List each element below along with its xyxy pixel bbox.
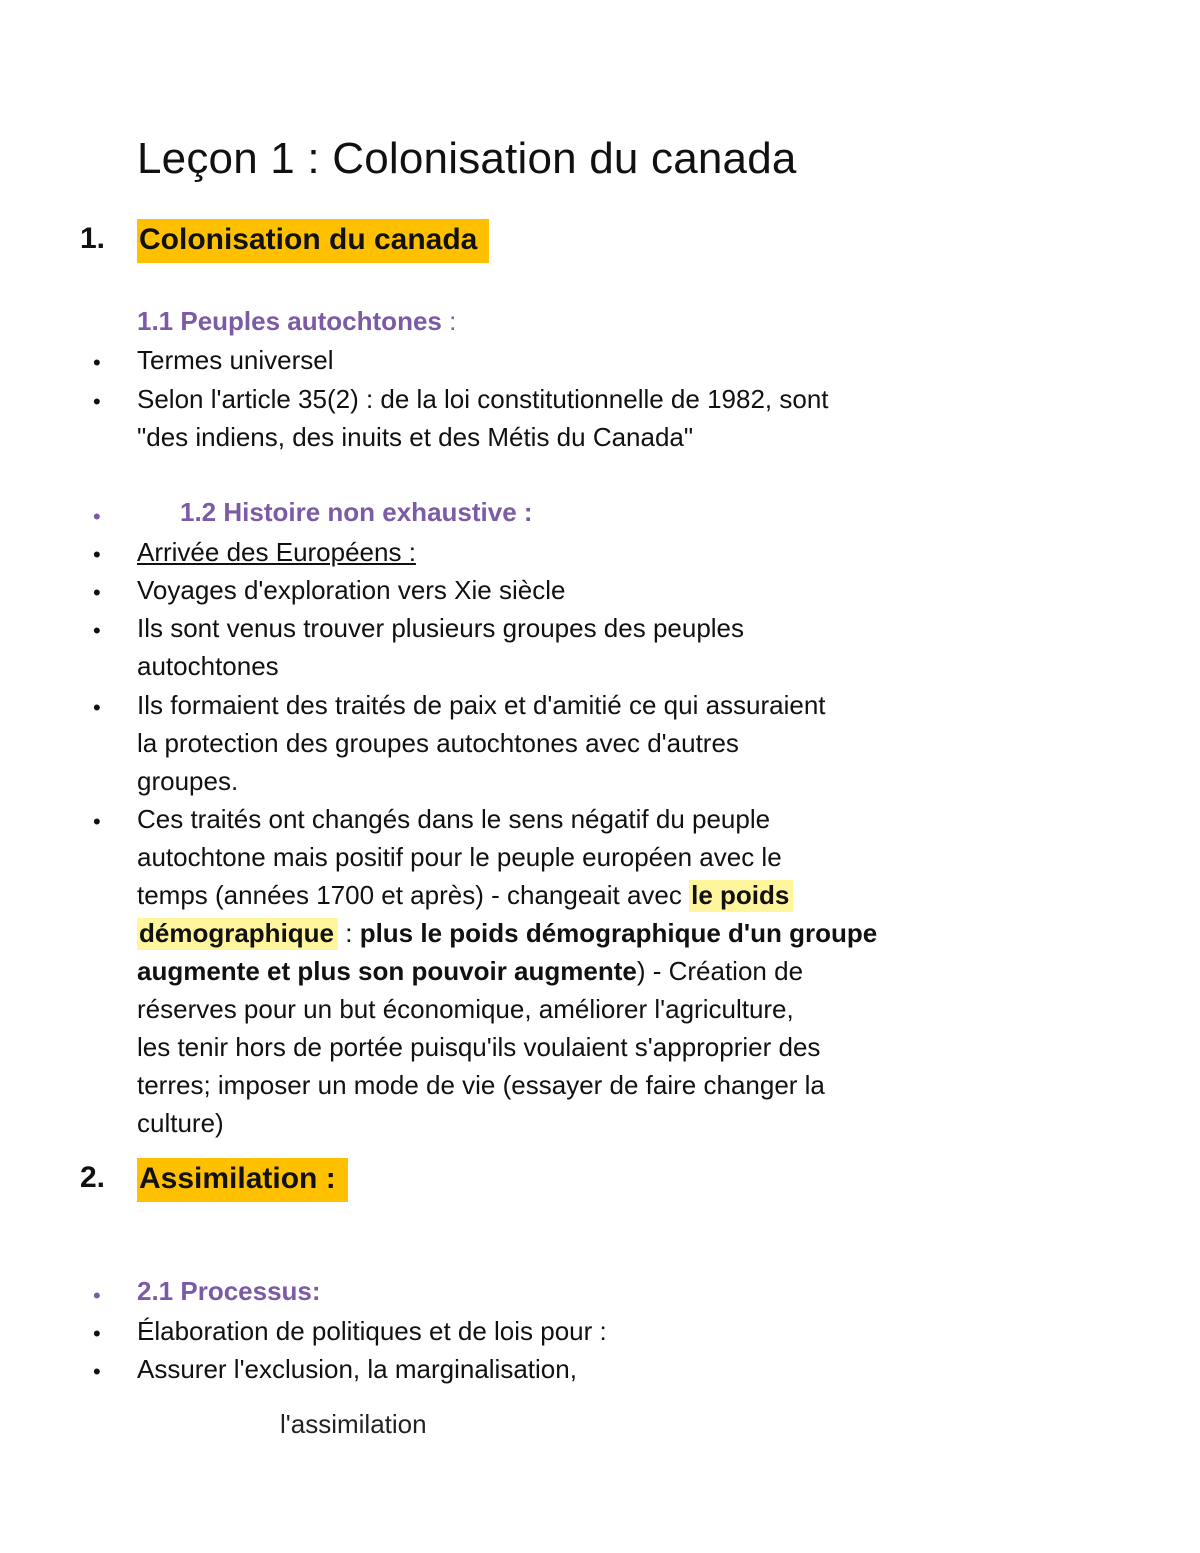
bullet-icon: •	[93, 580, 101, 605]
list-item-continuation	[137, 876, 793, 914]
list-item: Voyages d'exploration vers Xie siècle	[137, 575, 566, 605]
list-item-continuation: groupes.	[137, 766, 239, 796]
subsection-1-2-heading: 1.2 Histoire non exhaustive :	[180, 497, 533, 527]
section-1-heading: Colonisation du canada	[137, 219, 489, 263]
subsection-1-1-suffix: :	[441, 306, 457, 336]
list-item-continuation: autochtones	[137, 651, 279, 681]
list-item: Termes universel	[137, 345, 334, 375]
bullet-icon: •	[93, 504, 101, 529]
list-item: Ils sont venus trouver plusieurs groupes des peuples	[137, 613, 745, 643]
list-item-continuation: culture)	[137, 1108, 224, 1138]
highlighted-term: démographique	[137, 918, 338, 950]
subsection-1-1-label: 1.1 Peuples autochtones	[137, 306, 442, 336]
subsection-2-1-heading: 2.1 Processus:	[137, 1276, 321, 1306]
list-item-continuation: la protection des groupes autochtones avec d'autres	[137, 728, 739, 758]
section-2-number: 2.	[80, 1161, 106, 1194]
list-item: Ils formaient des traités de paix et d'amitié ce qui assuraient	[137, 690, 826, 720]
list-item-continuation	[137, 952, 803, 990]
bullet-icon: •	[93, 350, 101, 375]
text-run: temps (années 1700 et après) - changeait avec	[137, 880, 690, 910]
list-item-continuation: réserves pour un but économique, améliorer l'agriculture,	[137, 994, 794, 1024]
text-run: ) - Création de	[636, 956, 804, 986]
list-item-continuation: "des indiens, des inuits et des Métis du Canada"	[137, 422, 694, 452]
list-item-continuation	[137, 914, 877, 952]
truncated-text	[280, 1409, 520, 1441]
bullet-icon: •	[93, 695, 101, 720]
list-item-continuation: les tenir hors de portée puisqu'ils voulaient s'approprier des	[137, 1032, 821, 1062]
bullet-icon: •	[93, 1283, 101, 1308]
section-1-number: 1.	[80, 222, 106, 255]
bullet-icon: •	[93, 809, 101, 834]
list-item: Arrivée des Européens :	[137, 537, 416, 567]
list-item: Assurer l'exclusion, la marginalisation,	[137, 1354, 577, 1384]
list-item-continuation: autochtone mais positif pour le peuple européen avec le	[137, 842, 782, 872]
list-item: Élaboration de politiques et de lois pour :	[137, 1316, 607, 1346]
bullet-icon: •	[93, 1359, 101, 1384]
bullet-icon: •	[93, 1321, 101, 1346]
list-item: Ces traités ont changés dans le sens négatif du peuple	[137, 804, 771, 834]
bullet-icon: •	[93, 389, 101, 414]
list-item-continuation: terres; imposer un mode de vie (essayer de faire changer la	[137, 1070, 825, 1100]
highlighted-term: le poids	[689, 880, 793, 912]
truncated-text-inner: l'assimilation	[280, 1409, 427, 1439]
bold-text: augmente et plus son pouvoir augmente	[137, 956, 637, 986]
bold-text: plus le poids démographique d'un groupe	[359, 918, 878, 948]
bullet-icon: •	[93, 542, 101, 567]
list-item: Selon l'article 35(2) : de la loi constitutionnelle de 1982, sont	[137, 384, 829, 414]
text-run: :	[338, 918, 360, 948]
page-title: Leçon 1 : Colonisation du canada	[137, 134, 797, 183]
subsection-1-1-heading	[137, 306, 456, 337]
bullet-icon: •	[93, 618, 101, 643]
section-2-heading: Assimilation :	[137, 1158, 348, 1202]
